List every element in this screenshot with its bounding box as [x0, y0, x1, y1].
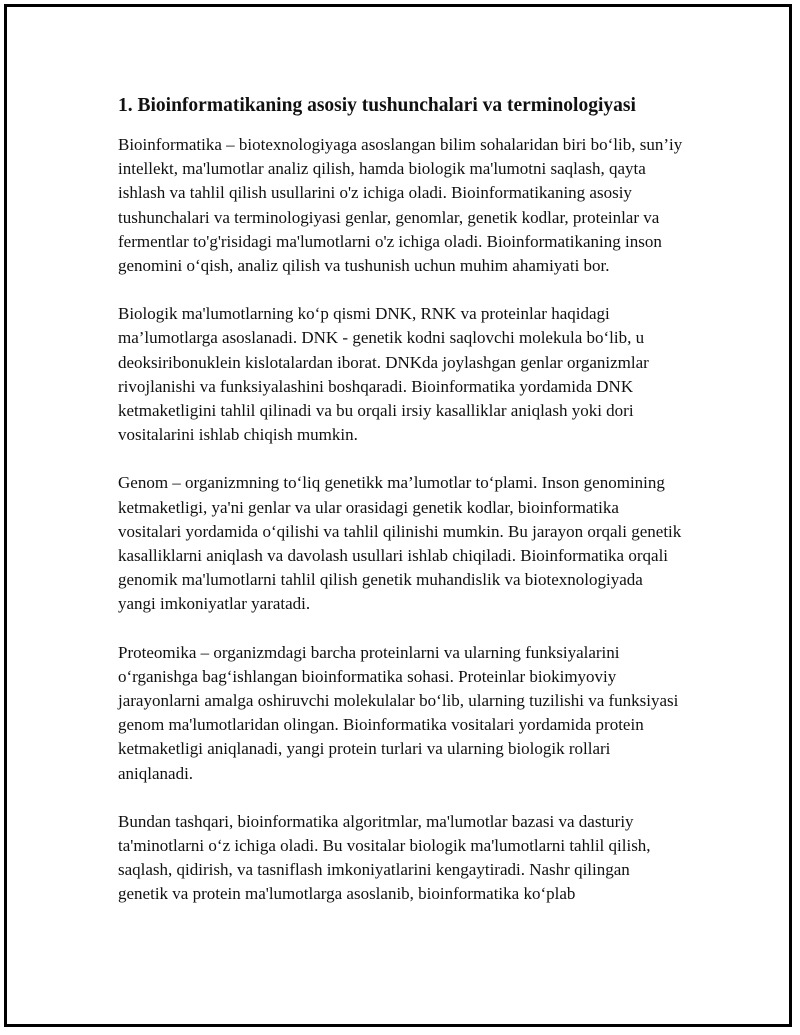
- paragraph-genome: Genom – organizmning to‘liq genetikk ma’lumotlar to‘plami. Inson genomining ketmaketligi, ya'ni genlar va ular orasidagi genetik kodlar, bioinformatika vositalari yordamida o‘qilishi va tahlil qilinishi mumkin. Bu jarayon orqali genetik kasalliklarni aniqlash va davolash usullari ishlab chiqiladi. Bioinformatika orqali genomik ma'lumotlarni tahlil qilish genetik muhandislik va biotexnologiyada yangi imkoniyatlar yaratadi.: [118, 473, 682, 614]
- document-body: [118, 92, 684, 931]
- paragraph-tools: Bundan tashqari, bioinformatika algoritmlar, ma'lumotlar bazasi va dasturiy ta'minotlarni o‘z ichiga oladi. Bu vositalar biologik ma'lumotlarni tahlil qilish, saqlash, qidirish, va tasniflash imkoniyatlarini kengaytiradi. Nashr qilingan genetik va protein ma'lumotlarga asoslanib, bioinformatika ko‘plab: [118, 811, 651, 904]
- paragraph-proteomics: Proteomika – organizmdagi barcha proteinlarni va ularning funksiyalarini o‘rganishga bag‘ishlangan bioinformatika sohasi. Proteinlar biokimyoviy jarayonlarni amalga oshiruvchi molekulalar bo‘lib, ularning tuzilishi va funksiyasi genom ma'lumotlaridan olingan. Bioinformatika vositalari yordamida protein ketmaketligi aniqlanadi, yangi protein turlari va ularning biologik rollari aniqlanadi.: [118, 642, 679, 783]
- section-title: 1. Bioinformatikaning asosiy tushunchalari va terminologiyasi: [118, 95, 636, 116]
- paragraph-intro: Bioinformatika – biotexnologiyaga asoslangan bilim sohalaridan biri bo‘lib, sun’iy intellekt, ma'lumotlar analiz qilish, hamda biologik ma'lumotni saqlash, qayta ishlash va tahlil qilish usullarini o'z ichiga oladi. Bioinformatikaning asosiy tushunchalari va terminologiyasi genlar, genomlar, genetik kodlar, proteinlar va fermentlar to'g'risidagi ma'lumotlarni o'z ichiga oladi. Bioinformatikaning inson genomini o‘qish, analiz qilish va tushunish uchun muhim ahamiyati bor.: [118, 135, 683, 276]
- paragraph-dna: Biologik ma'lumotlarning ko‘p qismi DNK, RNK va proteinlar haqidagi ma’lumotlarga asoslanadi. DNK - genetik kodni saqlovchi molekula bo‘lib, u deoksiribonuklein kislotalardan iborat. DNKda joylashgan genlar organizmlar rivojlanishi va funksiyalashini boshqaradi. Bioinformatika yordamida DNK ketmaketligini tahlil qilinadi va bu orqali irsiy kasalliklar aniqlash yoki dori vositalarini ishlab chiqish mumkin.: [118, 304, 649, 445]
